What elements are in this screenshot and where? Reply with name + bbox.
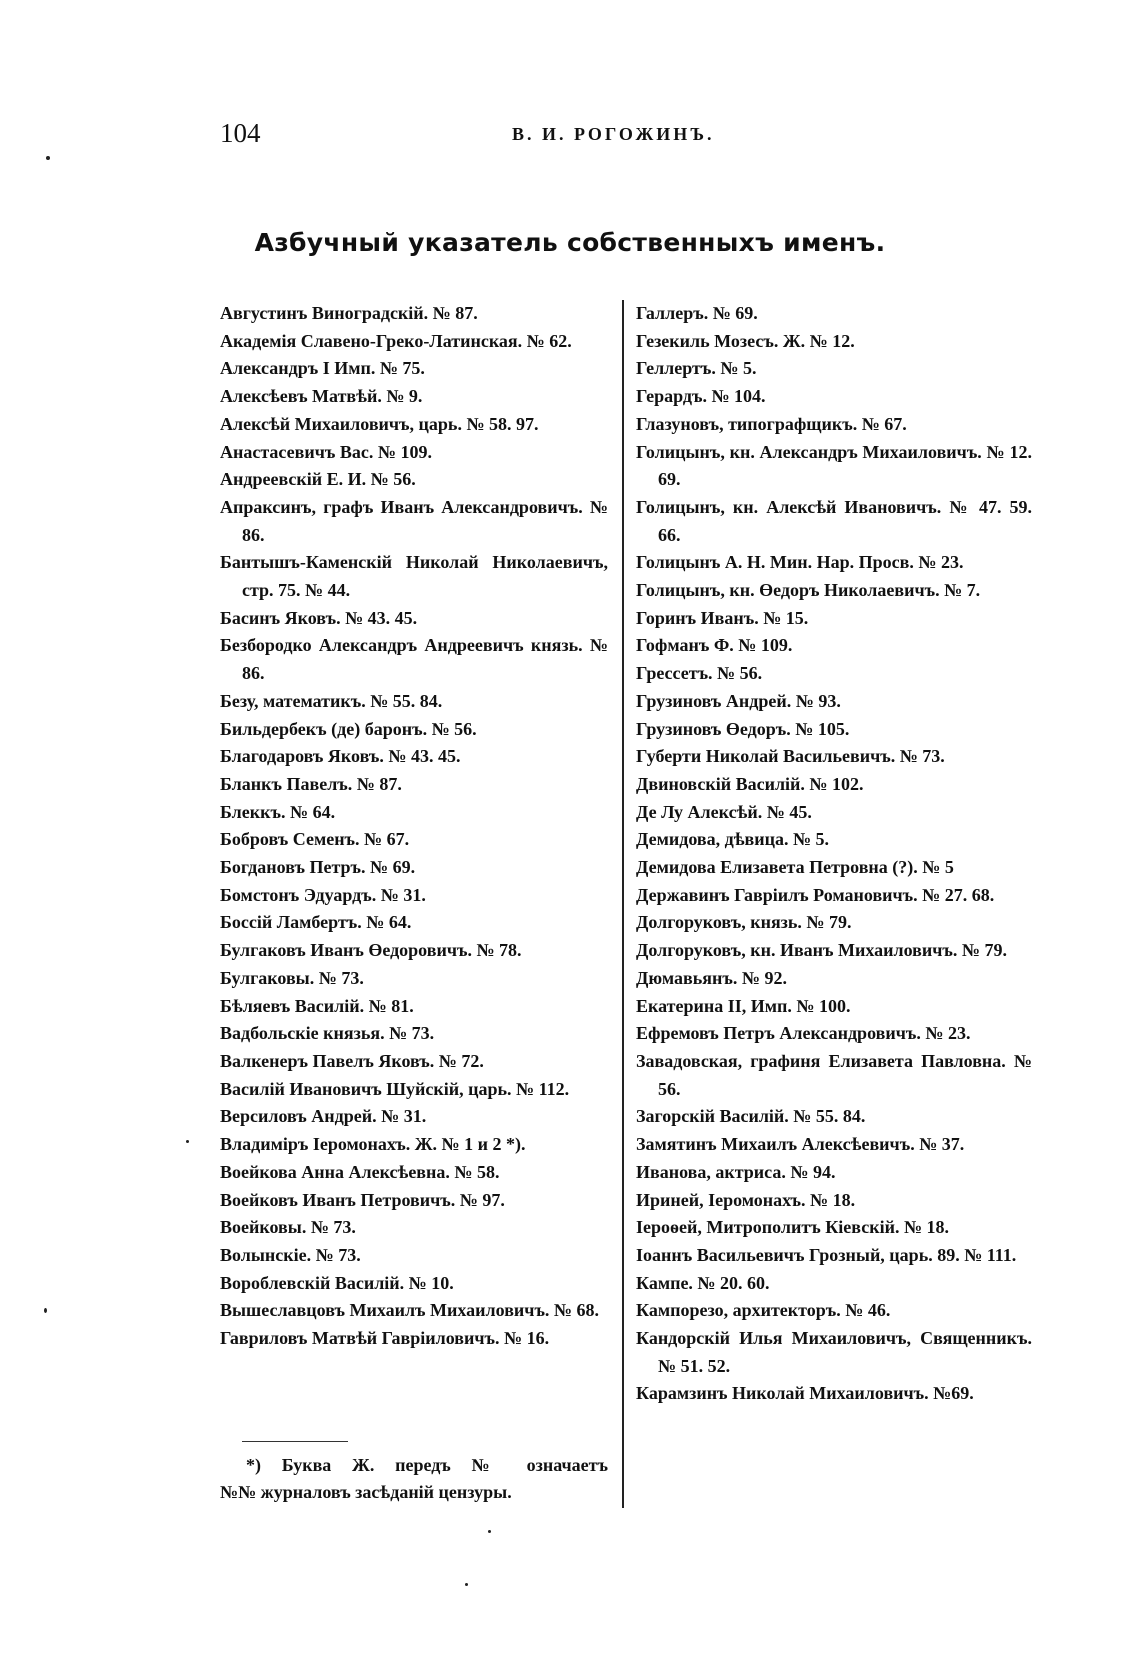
index-entry: Глазуновъ, типографщикъ. № 67. [636, 413, 907, 434]
index-entry: Волынскіе. № 73. [220, 1244, 361, 1265]
index-entry: Александръ I Имп. № 75. [220, 358, 425, 379]
index-entry: Бантышъ-Каменскій Николай Николаевичъ, стр. 75. № 44. [220, 552, 608, 601]
index-entry: Ефремовъ Петръ Александровичъ. № 23. [636, 1023, 971, 1044]
index-entry: Галлеръ. № 69. [636, 303, 758, 323]
index-entry: Богдановъ Петръ. № 69. [220, 857, 416, 878]
index-entry: Иванова, актриса. № 94. [636, 1161, 836, 1182]
page-header [220, 118, 1040, 158]
index-entry: Геллертъ. № 5. [636, 358, 757, 379]
index-entry: Валкенеръ Павелъ Яковъ. № 72. [220, 1050, 484, 1071]
index-entry: Академія Славено-Греко-Латинская. № 62. [220, 330, 572, 351]
index-entry: Вадбольскіе князья. № 73. [220, 1023, 435, 1044]
footnote-line-1: *) Буква Ж. передъ № означаетъ [246, 1455, 608, 1475]
index-entry: Василій Ивановичъ Шуйскій, царь. № 112. [220, 1078, 570, 1099]
index-entry: Безу, математикъ. № 55. 84. [220, 690, 443, 711]
index-entry: Голицынъ, кн. Алексѣй Ивановичъ. № 47. 59. 66. [636, 496, 1032, 545]
index-entry: Булгаковы. № 73. [220, 967, 364, 988]
index-entry: Долгоруковъ, кн. Иванъ Михаиловичъ. № 79. [636, 940, 1007, 961]
index-entry: Блеккъ. № 64. [220, 801, 336, 822]
index-entry: Кандорскій Илья Михаиловичъ, Священникъ. № 51. 52. [636, 1328, 1032, 1376]
index-entry: Іероѳей, Митрополитъ Кіевскій. № 18. [636, 1217, 950, 1238]
index-entry: Воейкова Анна Алексѣевна. № 58. [220, 1161, 500, 1182]
index-entry: Завадовская, графиня Елизавета Павловна. № 56. [636, 1050, 1032, 1099]
index-entry: Ириней, Іеромонахъ. № 18. [636, 1189, 856, 1210]
index-entry: Губерти Николай Васильевичъ. № 73. [636, 746, 945, 767]
scan-speck [465, 1583, 468, 1586]
scan-speck [488, 1530, 491, 1533]
index-entry: Анастасевичъ Вас. № 109. [220, 441, 432, 462]
column-divider [622, 300, 624, 1508]
index-entry: Алексѣй Михаиловичъ, царь. № 58. 97. [220, 413, 539, 434]
index-entry: Алексѣевъ Матвѣй. № 9. [220, 386, 423, 407]
index-entry: Кампе. № 20. 60. [636, 1272, 770, 1293]
index-entry: Дюмавьянъ. № 92. [636, 967, 787, 988]
footnote [220, 1452, 608, 1506]
index-entry: Замятинъ Михаилъ Алексѣевичъ. № 37. [636, 1134, 965, 1155]
index-entry: Версиловъ Андрей. № 31. [220, 1106, 427, 1127]
index-entry: Воейковы. № 73. [220, 1217, 356, 1238]
index-entry: Голицынъ, кн. Өедоръ Николаевичъ. № 7. [636, 580, 981, 601]
footnote-line-2: №№ журналовъ засѣданій цензуры. [220, 1482, 512, 1502]
index-entry: Кампорезо, архитекторъ. № 46. [636, 1300, 891, 1321]
index-entry: Демидова Елизавета Петровна (?). № 5 [636, 857, 954, 878]
index-entry: Гезекиль Мозесъ. Ж. № 12. [636, 330, 855, 351]
index-entry: Герардъ. № 104. [636, 386, 766, 407]
index-entry: Голицынъ А. Н. Мин. Нар. Просв. № 23. [636, 552, 964, 573]
index-entry: Благодаровъ Яковъ. № 43. 45. [220, 746, 461, 767]
index-entry: Грессетъ. № 56. [636, 663, 763, 684]
index-entry: Грузиновъ Өедоръ. № 105. [636, 718, 850, 739]
index-entry: Демидова, дѣвица. № 5. [636, 829, 830, 850]
footnote-rule [242, 1441, 348, 1442]
index-entry: Гавриловъ Матвѣй Гавріиловичъ. № 16. [220, 1328, 550, 1349]
index-entry: Апраксинъ, графъ Иванъ Александровичъ. № 86. [220, 496, 608, 545]
index-entry: Августинъ Виноградскій. № 87. [220, 303, 478, 323]
left-column [220, 300, 608, 1353]
index-entry: Вышеславцовъ Михаилъ Михаиловичъ. № 68. [220, 1300, 600, 1321]
index-entry: Долгоруковъ, князь. № 79. [636, 912, 852, 933]
index-entry: Горинъ Иванъ. № 15. [636, 607, 809, 628]
index-entry: Андреевскій Е. И. № 56. [220, 469, 416, 490]
index-entry: Бѣляевъ Василій. № 81. [220, 995, 414, 1016]
index-entry: Бобровъ Семенъ. № 67. [220, 829, 410, 850]
index-entry: Де Лу Алексѣй. № 45. [636, 801, 812, 822]
index-entry: Басинъ Яковъ. № 43. 45. [220, 607, 418, 628]
index-entry: Гофманъ Ф. № 109. [636, 635, 793, 656]
index-entry: Владиміръ Іеромонахъ. Ж. № 1 и 2 *). [220, 1134, 526, 1155]
index-entry: Бомстонъ Эдуардъ. № 31. [220, 884, 426, 905]
index-entry: Державинъ Гавріилъ Романовичъ. № 27. 68. [636, 884, 995, 905]
index-entry: Загорскій Василій. № 55. 84. [636, 1106, 866, 1127]
index-entry: Карамзинъ Николай Михаиловичъ. №69. [636, 1383, 974, 1404]
index-entry: Безбородко Александръ Андреевичъ князь. № 86. [220, 635, 608, 684]
index-entry: Грузиновъ Андрей. № 93. [636, 690, 841, 711]
index-title: Азбучный указатель собственныхъ именъ. [254, 228, 886, 257]
right-column [636, 300, 1032, 1408]
scan-speck [186, 1140, 189, 1143]
index-entry: Бланкъ Павелъ. № 87. [220, 773, 402, 794]
running-head: В. И. РОГОЖИНЪ. [512, 124, 715, 144]
index-entry: Булгаковъ Иванъ Өедоровичъ. № 78. [220, 940, 522, 961]
page-number: 104 [220, 118, 261, 148]
index-entry: Екатерина II, Имп. № 100. [636, 995, 851, 1016]
index-entry: Голицынъ, кн. Александръ Михаиловичъ. № 12. 69. [636, 441, 1032, 490]
scan-speck [46, 156, 50, 160]
index-entry: Воейковъ Иванъ Петровичъ. № 97. [220, 1189, 505, 1210]
index-entry: Іоаннъ Васильевичъ Грозный, царь. 89. № 111. [636, 1244, 1017, 1265]
index-entry: Вороблевскій Василій. № 10. [220, 1272, 454, 1293]
scan-speck [44, 1308, 47, 1313]
index-entry: Боссій Ламбертъ. № 64. [220, 912, 412, 933]
index-entry: Двиновскій Василій. № 102. [636, 773, 864, 794]
index-entry: Бильдербекъ (де) баронъ. № 56. [220, 718, 477, 739]
